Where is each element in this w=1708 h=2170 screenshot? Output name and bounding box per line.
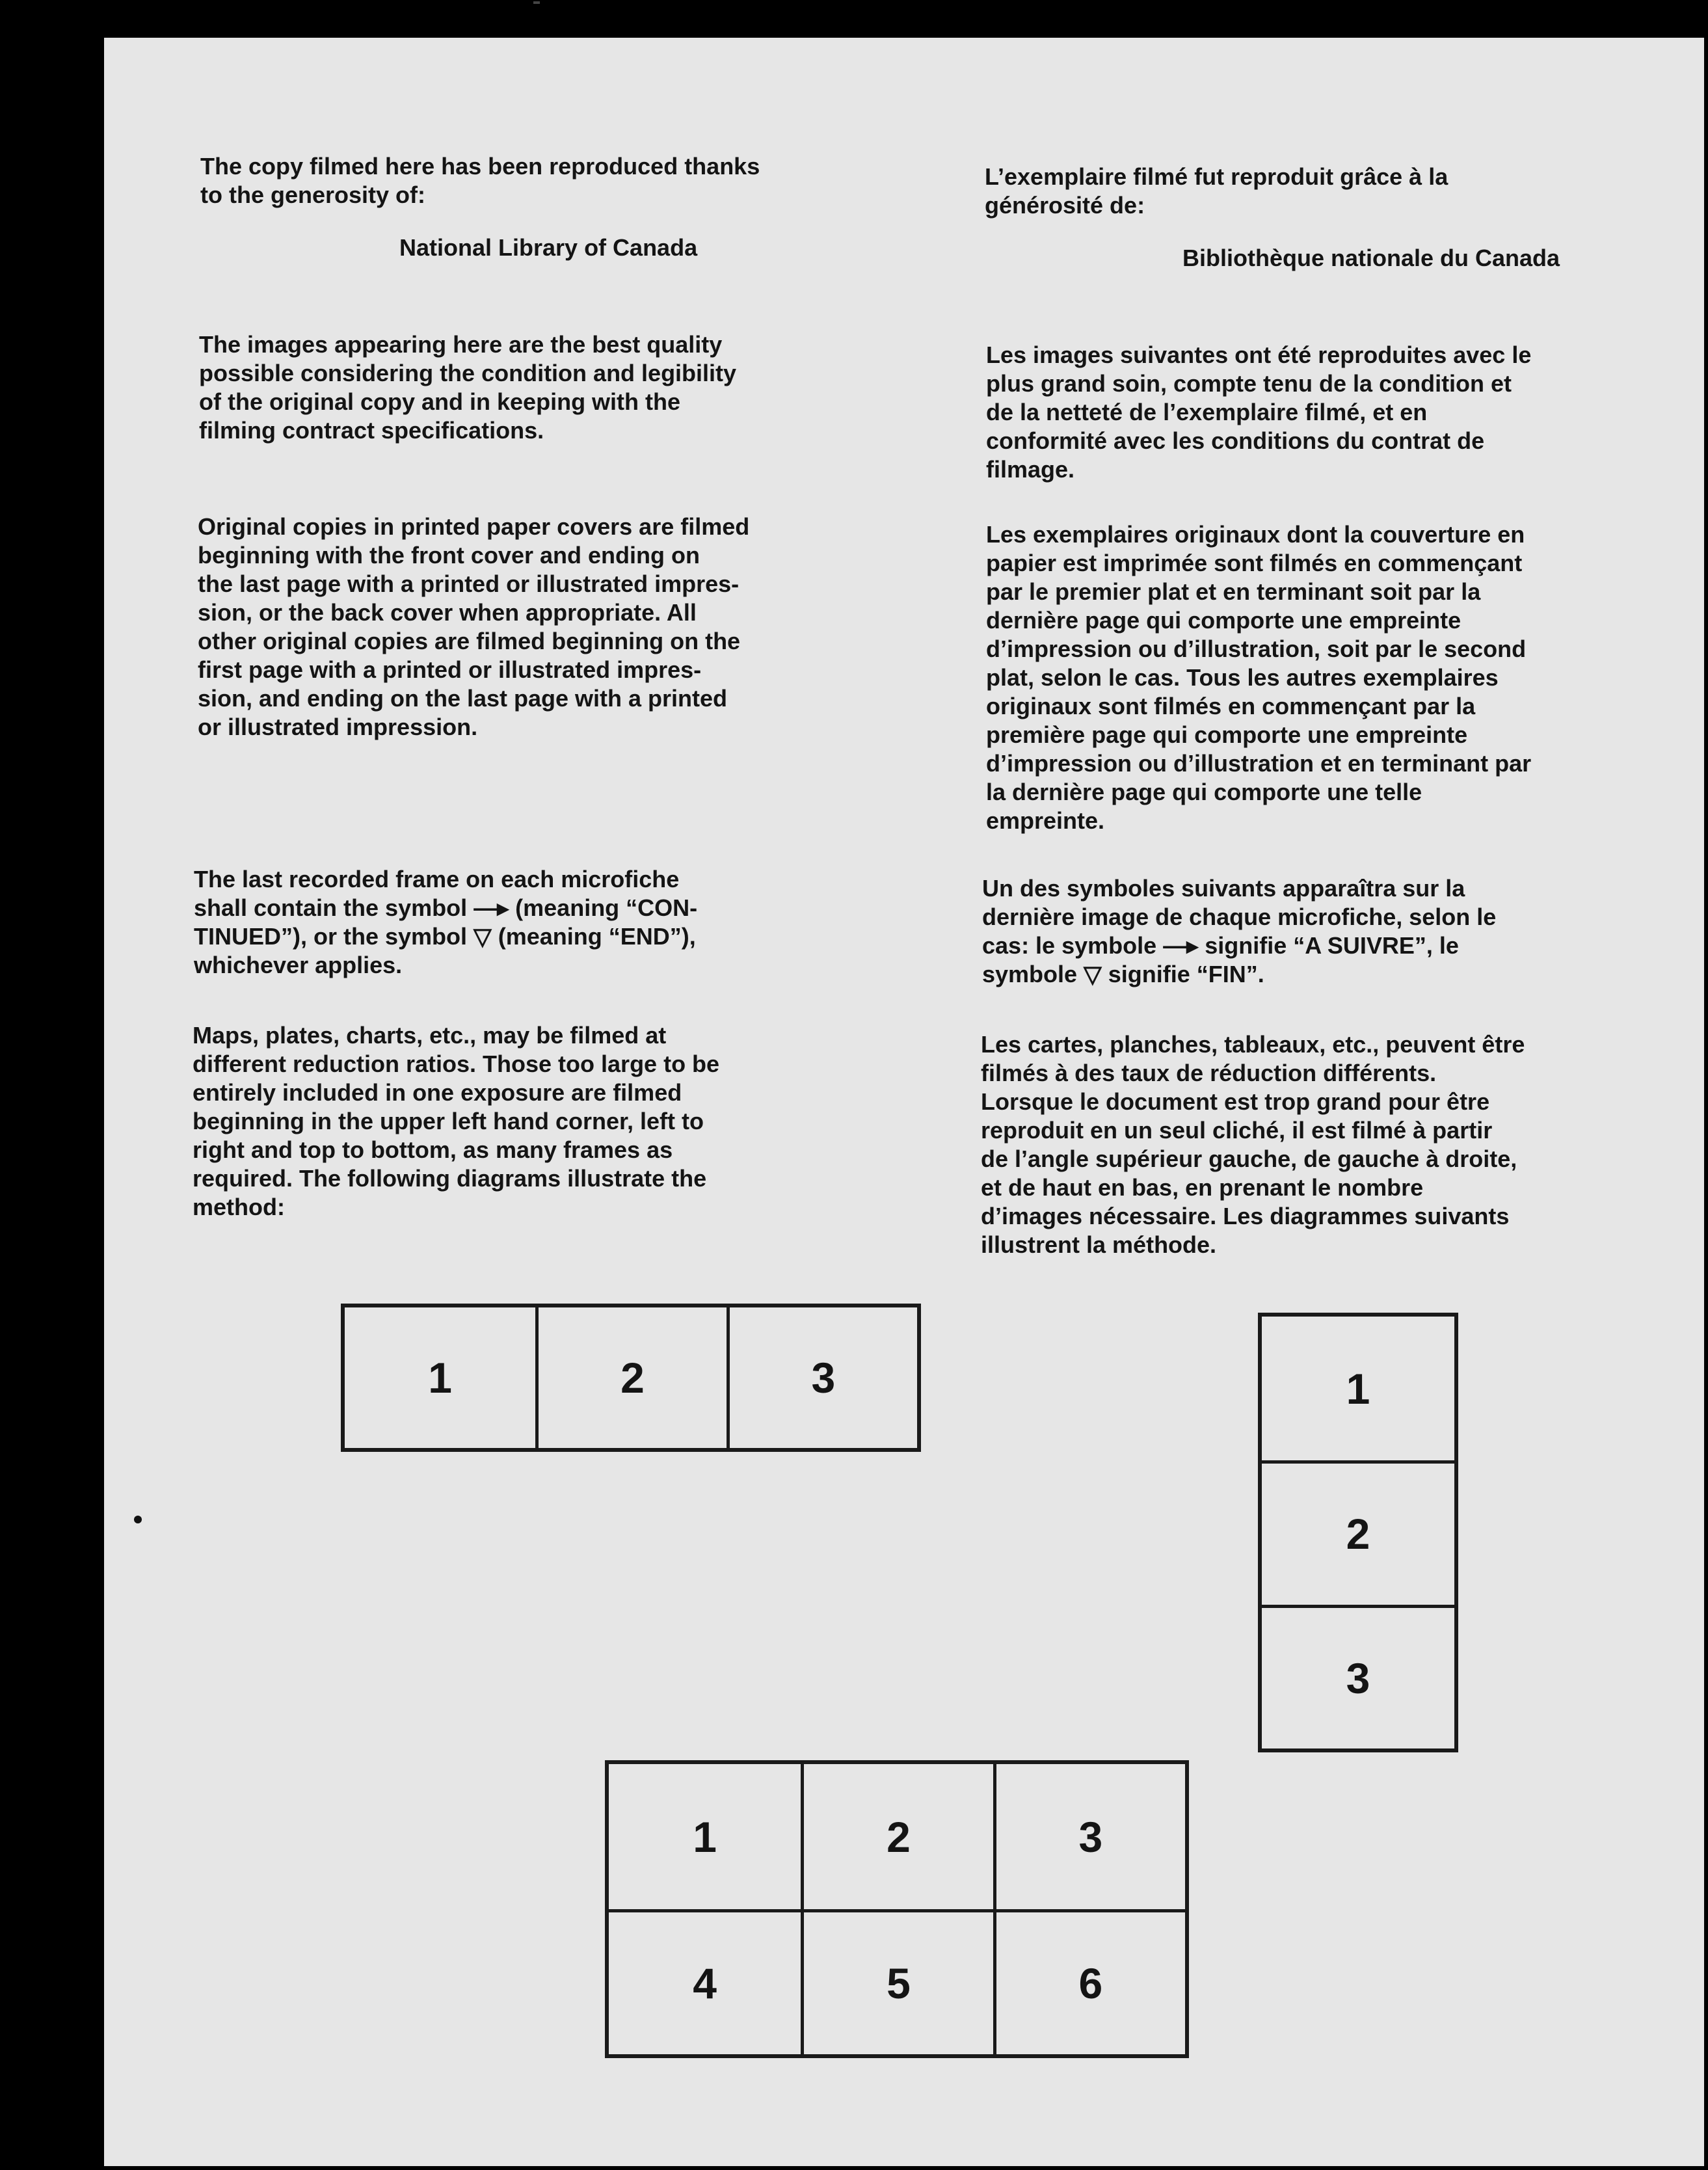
text-line: la dernière page qui comporte une telle: [986, 779, 1422, 805]
text-line: Un des symboles suivants apparaîtra sur la: [982, 875, 1465, 902]
right-quality-paragraph: [986, 341, 1531, 484]
frame-cell: 5: [801, 1909, 993, 2054]
frame-cell: 2: [1262, 1460, 1454, 1604]
text-line: filming contract specifications.: [199, 417, 544, 444]
frame-cell: 4: [609, 1909, 801, 2054]
left-maps-paragraph: [193, 1021, 719, 1222]
frame-cell: 3: [993, 1764, 1185, 1909]
text-line: The copy filmed here has been reproduced thanks: [200, 153, 760, 180]
diagram-vertical-strip: [1258, 1313, 1458, 1752]
text-line: method:: [193, 1194, 285, 1220]
text-line: possible considering the condition and legibility: [199, 360, 737, 386]
text-line: plat, selon le cas. Tous les autres exemplaires: [986, 664, 1499, 691]
text-line: première page qui comporte une empreinte: [986, 721, 1468, 748]
text-line: papier est imprimée sont filmés en commençant: [986, 550, 1523, 576]
text-line: par le premier plat et en terminant soit par la: [986, 578, 1481, 605]
text-line: Original copies in printed paper covers are filmed: [198, 513, 750, 540]
right-originals-paragraph: [986, 520, 1531, 835]
left-thanks-paragraph: [200, 152, 760, 209]
text-line: TINUED”), or the symbol ▽ (meaning “END”),: [194, 923, 696, 950]
text-line: of the original copy and in keeping with the: [199, 388, 681, 415]
text-line: the last page with a printed or illustrated impres-: [198, 570, 740, 597]
text-line: The last recorded frame on each microfiche: [194, 866, 680, 892]
text-line: entirely included in one exposure are filmed: [193, 1079, 682, 1106]
right-institution-name: Bibliothèque nationale du Canada: [1182, 245, 1560, 271]
frame-cell: 3: [727, 1307, 917, 1448]
text-line: to the generosity of:: [200, 181, 426, 208]
frame-cell: 1: [428, 1354, 453, 1402]
text-line: originaux sont filmés en commençant par la: [986, 693, 1476, 719]
text-line: right and top to bottom, as many frames as: [193, 1136, 673, 1163]
frame-cell: 3: [1262, 1605, 1454, 1748]
text-line: plus grand soin, compte tenu de la condition et: [986, 370, 1512, 397]
text-line: symbole ▽ signifie “FIN”.: [982, 961, 1264, 987]
left-quality-paragraph: [199, 330, 736, 445]
text-line: first page with a printed or illustrated impres-: [198, 656, 702, 683]
text-line: illustrent la méthode.: [981, 1231, 1217, 1258]
text-line: beginning in the upper left hand corner, left to: [193, 1108, 704, 1134]
text-line: dernière image de chaque microfiche, selon le: [982, 904, 1497, 930]
text-line: Lorsque le document est trop grand pour être: [981, 1088, 1490, 1115]
scan-speck: [533, 1, 540, 4]
text-line: de la netteté de l’exemplaire filmé, et en: [986, 399, 1428, 425]
left-institution-name: National Library of Canada: [399, 234, 698, 261]
frame-cell: 6: [993, 1909, 1185, 2054]
right-thanks-paragraph: [985, 163, 1448, 220]
text-line: sion, or the back cover when appropriate. All: [198, 599, 697, 626]
text-line: beginning with the front cover and ending on: [198, 542, 700, 569]
text-line: d’images nécessaire. Les diagrammes suivants: [981, 1203, 1510, 1229]
text-line: other original copies are filmed beginning on the: [198, 628, 741, 654]
frame-cell: 2: [535, 1307, 726, 1448]
text-line: cas: le symbole —▸ signifie “A SUIVRE”, le: [982, 932, 1459, 959]
text-line: Les cartes, planches, tableaux, etc., peuvent être: [981, 1031, 1525, 1058]
text-line: et de haut en bas, en prenant le nombre: [981, 1174, 1424, 1201]
text-line: de l’angle supérieur gauche, de gauche à droite,: [981, 1145, 1517, 1172]
scan-dot: [134, 1516, 142, 1523]
text-line: d’impression ou d’illustration, soit par le second: [986, 636, 1527, 662]
text-line: or illustrated impression.: [198, 714, 478, 740]
text-line: Les images suivantes ont été reproduites avec le: [986, 342, 1532, 368]
text-line: required. The following diagrams illustrate the: [193, 1165, 707, 1192]
diagram-horizontal-strip: [341, 1304, 921, 1452]
frame-cell: 1: [1346, 1364, 1370, 1413]
text-line: sion, and ending on the last page with a printed: [198, 685, 728, 712]
text-line: shall contain the symbol —▸ (meaning “CON-: [194, 894, 698, 921]
right-maps-paragraph: [981, 1030, 1525, 1259]
frame-cell: 2: [801, 1764, 993, 1909]
text-line: générosité de:: [985, 192, 1145, 219]
frame-cell: 1: [693, 1812, 717, 1861]
diagram-grid: [605, 1760, 1189, 2058]
text-line: d’impression ou d’illustration et en terminant par: [986, 750, 1532, 777]
text-line: conformité avec les conditions du contrat de: [986, 427, 1485, 454]
left-symbols-paragraph: [194, 865, 697, 980]
text-line: reproduit en un seul cliché, il est filmé à partir: [981, 1117, 1493, 1144]
text-line: Les exemplaires originaux dont la couverture en: [986, 521, 1525, 548]
text-line: filmés à des taux de réduction différents.: [981, 1060, 1437, 1086]
right-symbols-paragraph: [982, 874, 1496, 989]
text-line: whichever applies.: [194, 952, 403, 978]
left-originals-paragraph: [198, 513, 749, 742]
text-line: L’exemplaire filmé fut reproduit grâce à la: [985, 163, 1448, 190]
text-line: dernière page qui comporte une empreinte: [986, 607, 1461, 634]
text-line: different reduction ratios. Those too large to be: [193, 1051, 720, 1077]
text-line: filmage.: [986, 456, 1075, 483]
text-line: empreinte.: [986, 807, 1105, 834]
text-line: Maps, plates, charts, etc., may be filmed at: [193, 1022, 667, 1049]
text-line: The images appearing here are the best quality: [199, 331, 723, 358]
